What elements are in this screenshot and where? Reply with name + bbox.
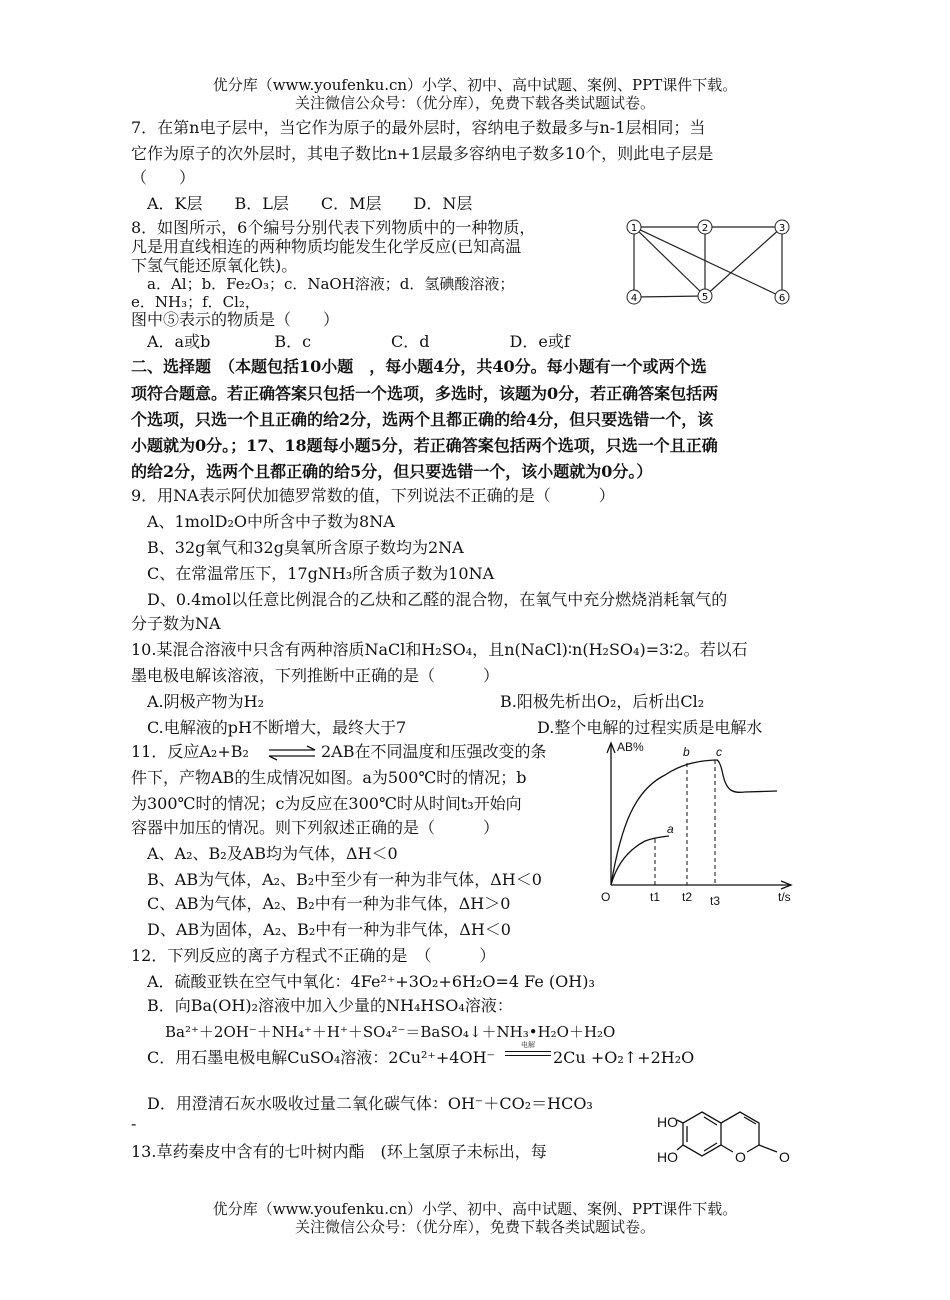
q8-line-1: 8．如图所示，6个编号分别代表下列物质中的一种物质，: [131, 218, 536, 237]
curve-label-c: c: [716, 745, 722, 759]
q8-line-3: 下氢气能还原氧化铁)。: [131, 256, 298, 275]
header-line-1: 优分库（www.youfenku.cn）小学、初中、高中试题、案例、PPT课件下载。: [212, 76, 738, 94]
origin-label: O: [601, 890, 611, 904]
q11-line-1-right: 2AB在不同温度和压强改变的条: [321, 742, 547, 761]
q9-option-a: A、1molD₂O中所含中子数为8NA: [147, 512, 395, 531]
tick-label-t1: t1: [650, 890, 661, 904]
footer-line-2: 关注微信公众号：（优分库），免费下载各类试题试卷。: [294, 1218, 655, 1236]
q8-line-4: a．Al；b．Fe₂O₃；c．NaOH溶液；d．氢碘酸溶液；: [147, 275, 515, 293]
q11-option-c: C、AB为气体，A₂、B₂中有一种为非气体，ΔH＞0: [147, 894, 511, 913]
curve-label-a: a: [667, 822, 674, 836]
edge-1-5: [634, 227, 705, 296]
svg-text:1: 1: [630, 223, 638, 234]
electrolysis-condition: [505, 1041, 551, 1059]
edge-4-5: [634, 296, 705, 297]
section2-line-5: 的给2分，选两个且都正确的给5分，但只要选错一个，该小题就为0分。）: [131, 462, 653, 481]
q8-line-6: 图中⑤表示的物质是（ ）: [131, 310, 340, 329]
q7-options: A．K层 B．L层 C．M层 D．N层: [147, 194, 473, 213]
section2-line-4: 小题就为0分。；17、18题每小题5分，若正确答案包括两个选项，只选一个且正确: [131, 436, 718, 455]
q11-line-3: 为300℃时的情况；c为反应在300℃时从时间t₃开始向: [131, 794, 522, 813]
page-footer: [0, 1200, 950, 1236]
equilibrium-arrow-icon: [266, 745, 318, 761]
q8-reaction-graph: [615, 212, 805, 312]
section2-line-2: 项符合题意。若正确答案只包括一个选项，多选时，该题为0分，若正确答案包括两: [131, 384, 719, 403]
q7-line-1: 7．在第n电子层中，当它作为原子的最外层时，容纳电子数最多与n-1层相同；当: [131, 118, 706, 137]
q8-line-2: 凡是用直线相连的两种物质均能发生化学反应(已知高温: [131, 237, 522, 256]
tick-label-t2: t2: [682, 890, 693, 904]
graph-node-1: [627, 220, 641, 234]
svg-text:5: 5: [701, 292, 709, 303]
benzene-ring: [683, 1112, 721, 1156]
q9-option-b: B、32g氧气和32g臭氧所含原子数均为2NA: [147, 538, 464, 557]
svg-text:3: 3: [778, 223, 786, 234]
q12-option-c-right: 2Cu +O₂↑+2H₂O: [553, 1048, 695, 1067]
q8-options: A．a或b B．c C．d D．e或f: [147, 332, 570, 351]
q12-option-c-left: C．用石墨电极电解CuSO₄溶液：2Cu²⁺+4OH⁻: [147, 1048, 495, 1067]
x-axis-label: t/s: [778, 890, 791, 904]
q9-option-d-line-1: D、0.4mol以任意比例混合的乙炔和乙醛的混合物，在氧气中充分燃烧消耗氧气的: [147, 590, 728, 609]
svg-text:2: 2: [701, 223, 709, 234]
graph-node-5: [698, 289, 712, 303]
hydroxy-label-2: HO: [657, 1149, 678, 1165]
q9-stem: 9．用NA表示阿伏加德罗常数的值，下列说法不正确的是（ ）: [131, 486, 615, 505]
q9-option-c: C、在常温常压下，17gNH₃所含质子数为10NA: [147, 564, 495, 583]
q11-option-b: B、AB为气体，A₂、B₂中至少有一种为非气体，ΔH＜0: [147, 870, 542, 889]
esculetin-structure: [655, 1100, 805, 1178]
q7-line-2: 它作为原子的次外层时，其电子数比n+1层最多容纳电子数多10个，则此电子层是: [131, 144, 714, 163]
edge-3-5: [705, 227, 782, 296]
q11-line-2: 件下，产物AB的生成情况如图。a为500℃时的情况；b: [131, 768, 527, 787]
q12-option-b-line-2: Ba²⁺＋2OH⁻＋NH₄⁺＋H⁺＋SO₄²⁻＝BaSO₄↓＋NH₃•H₂O＋H₂O: [165, 1023, 616, 1041]
q10-option-a: A.阴极产物为H₂: [147, 692, 265, 711]
q7-line-3: （ ）: [131, 168, 196, 187]
graph-node-6: [775, 290, 789, 304]
ring-oxygen-label: O: [735, 1149, 746, 1165]
lactone-ring: [721, 1112, 759, 1152]
q11-ab-time-graph: [595, 735, 805, 915]
q10-line-1: 10.某混合溶液中只含有两种溶质NaCl和H₂SO₄，且n(NaCl)∶n(H₂SO₄)=3∶2。若以石: [131, 640, 748, 659]
equals-line-bottom: [505, 1055, 551, 1056]
q12-option-d-tail: -: [131, 1114, 137, 1133]
graph-node-2: [698, 220, 712, 234]
carbonyl-oxygen-label: O: [779, 1149, 790, 1165]
graph-node-3: [775, 220, 789, 234]
q8-line-5: e．NH₃；f．Cl₂，: [131, 293, 260, 311]
q12-option-d: D．用澄清石灰水吸收过量二氧化碳气体：OH⁻＋CO₂＝HCO₃: [147, 1094, 593, 1113]
edge-1-6: [634, 227, 782, 297]
q11-option-d: D、AB为固体，A₂、B₂中有一种为非气体，ΔH＜0: [147, 920, 511, 939]
electrolysis-condition-text: 电解: [521, 1041, 535, 1049]
hydroxy-label-1: HO: [657, 1114, 678, 1130]
section2-line-1: 二、选择题 （本题包括10小题 ，每小题4分，共40分。每小题有一个或两个选: [131, 357, 707, 376]
curve-label-b: b: [683, 745, 690, 759]
curve-b-c: [611, 760, 777, 885]
q11-line-1-left: 11．反应A₂+B₂: [131, 742, 249, 761]
q12-stem: 12．下列反应的离子方程式不正确的是 （ ）: [131, 946, 496, 965]
svg-text:4: 4: [630, 293, 638, 304]
y-axis-label: AB%: [617, 740, 644, 754]
page-header: [0, 76, 950, 112]
graph-node-4: [627, 290, 641, 304]
q13-line-1: 13.草药秦皮中含有的七叶树内酯 (环上氢原子未标出，每: [131, 1142, 547, 1161]
section2-line-3: 个选项，只选一个且正确的给2分，选两个且都正确的给4分，但只要选错一个，该: [131, 410, 714, 429]
tick-label-t3: t3: [710, 894, 721, 908]
q10-option-b: B.阳极先析出O₂，后析出Cl₂: [500, 692, 705, 711]
q10-line-2: 墨电极电解该溶液，下列推断中正确的是（ ）: [131, 666, 500, 685]
q11-line-4: 容器中加压的情况。则下列叙述正确的是（ ）: [131, 818, 500, 837]
header-line-2: 关注微信公众号：（优分库），免费下载各类试题试卷。: [294, 94, 655, 112]
q9-option-d-line-2: 分子数为NA: [131, 614, 221, 633]
equals-line-top: [505, 1051, 551, 1052]
svg-text:6: 6: [778, 293, 786, 304]
q12-option-a: A．硫酸亚铁在空气中氧化：4Fe²⁺+3O₂+6H₂O=4 Fe (OH)₃: [147, 972, 595, 991]
q10-option-c: C.电解液的pH不断增大，最终大于7: [147, 718, 407, 737]
q12-option-b-line-1: B．向Ba(OH)₂溶液中加入少量的NH₄HSO₄溶液：: [147, 996, 513, 1015]
footer-line-1: 优分库（www.youfenku.cn）小学、初中、高中试题、案例、PPT课件下载。: [212, 1200, 738, 1218]
q11-option-a: A、A₂、B₂及AB均为气体，ΔH＜0: [147, 844, 398, 863]
q10-option-d: D.整个电解的过程实质是电解水: [537, 718, 763, 737]
